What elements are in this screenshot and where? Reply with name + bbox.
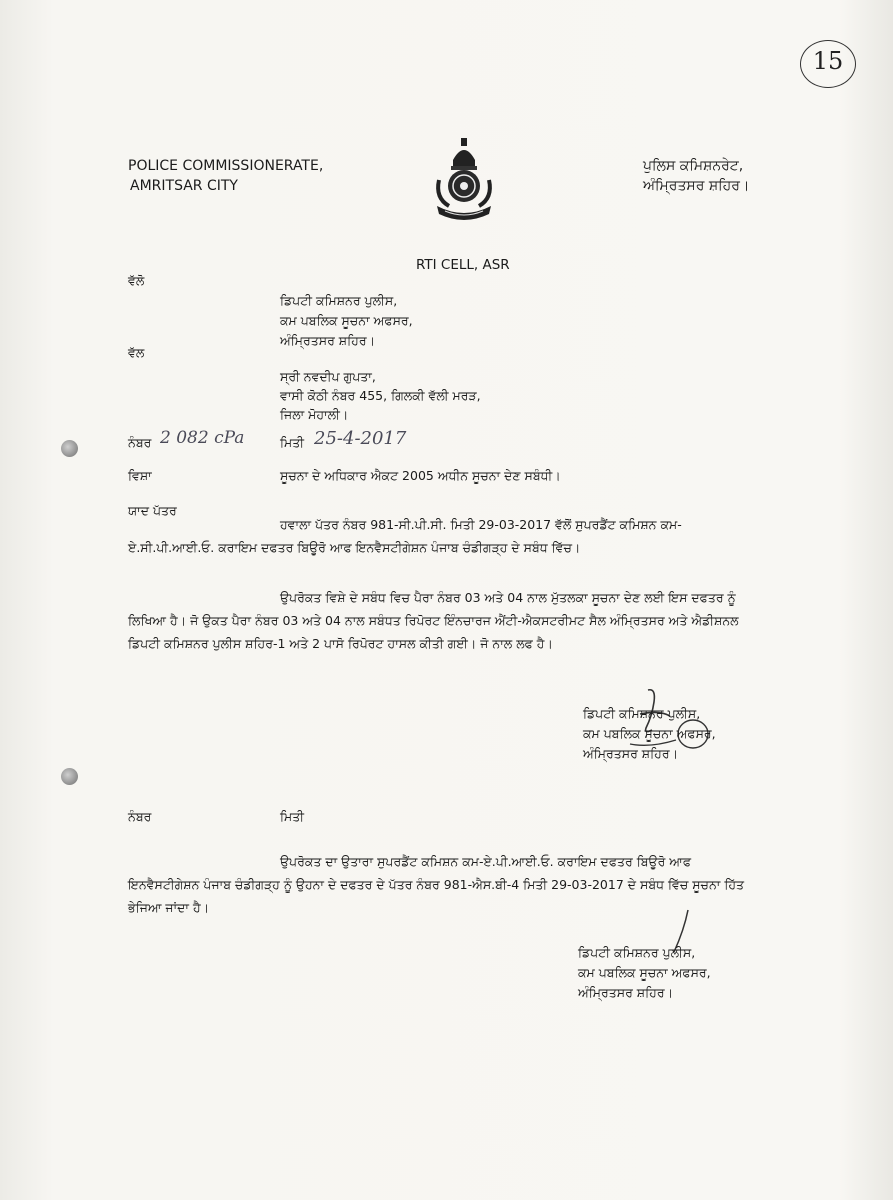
ref-date-label: ਮਿਤੀ	[280, 435, 305, 450]
reminder-para2: ਉਪਰੋਕਤ ਵਿਸ਼ੇ ਦੇ ਸਬੰਧ ਵਿਚ ਪੈਰਾ ਨੰਬਰ 03 ਅਤੇ 04 ਨਾਲ ਮੁੱਤਲਕਾ ਸੂਚਨਾ ਦੇਣ ਲਈ ਇਸ ਦਫਤਰ ਨੂੰ ਲਿਖਿਆ ਹੈ। ਜੋ ਉਕਤ ਪੈਰਾ ਨੰਬਰ 03 ਅਤੇ 04 ਨਾਲ ਸਬੰਧਤ ਰਿਪੋਰਟ ਇੰਨਚਾਰਜ ਐਂਟੀ-ਐਕਸਟਰੀਮਟ ਸੈਲ ਅੰਮ੍ਰਿਤਸਰ ਅਤੇ ਐਡੀਸ਼ਨਲ ਡਿਪਟੀ ਕਮਿਸ਼ਨਰ ਪੁਲੀਸ ਸ਼ਹਿਰ-1 ਅਤੇ 2 ਪਾਸੋ ਰਿਪੋਰਟ ਹਾਸਲ ਕੀਤੀ ਗਈ। ਜੋ ਨਾਲ ਲਫ ਹੈ।	[128, 590, 739, 651]
to-line2: ਵਾਸੀ ਕੋਠੀ ਨੰਬਰ 455, ਗਿਲਕੀ ਵੱਲੀ ਮਰੜ,	[280, 388, 481, 403]
reminder-label: ਯਾਦ ਪੱਤਰ	[128, 503, 177, 518]
from-label: ਵੱਲੋ	[128, 273, 145, 288]
signature1-line3: ਅੰਮ੍ਰਿਤਸਰ ਸ਼ਹਿਰ।	[583, 746, 678, 761]
header-left-line1: POLICE COMMISSIONERATE,	[128, 158, 324, 174]
from-line3: ਅੰਮ੍ਰਿਤਸਰ ਸ਼ਹਿਰ।	[280, 333, 375, 348]
ref-number-label: ਨੰਬਰ	[128, 435, 152, 450]
endorsement-number-label: ਨੰਬਰ	[128, 809, 152, 824]
page-number: 15	[812, 47, 844, 75]
ref-date-handwritten: 25-4-2017	[314, 428, 407, 449]
page-number-circle	[800, 40, 856, 88]
from-line2: ਕਮ ਪਬਲਿਕ ਸੂਚਨਾ ਅਫਸਰ,	[280, 313, 413, 328]
to-line3: ਜਿਲਾ ਮੋਹਾਲੀ।	[280, 407, 349, 422]
rti-cell-title: RTI CELL, ASR	[416, 257, 510, 273]
reminder-para1: ਹਵਾਲਾ ਪੱਤਰ ਨੰਬਰ 981-ਸੀ.ਪੀ.ਸੀ. ਮਿਤੀ 29-03-2017 ਵੱਲੋਂ ਸੁਪਰਡੈਂਟ ਕਮਿਸ਼ਨ ਕਮ-ਏ.ਸੀ.ਪੀ.ਆਈ.ਓ. ਕਰਾਇਮ ਦਫਤਰ ਬਿਊਰੋ ਆਫ ਇਨਵੈਸਟੀਗੇਸ਼ਨ ਪੰਜਾਬ ਚੰਡੀਗੜ੍ਹ ਦੇ ਸਬੰਧ ਵਿੱਚ।	[128, 517, 682, 555]
signature2-line2: ਕਮ ਪਬਲਿਕ ਸੂਚਨਾ ਅਫਸਰ,	[578, 965, 711, 980]
header-left-line2: AMRITSAR CITY	[130, 178, 238, 194]
subject-text: ਸੂਚਨਾ ਦੇ ਅਧਿਕਾਰ ਐਕਟ 2005 ਅਧੀਨ ਸੂਚਨਾ ਦੇਣ ਸਬੰਧੀ।	[280, 468, 561, 483]
endorsement-para: ਉਪਰੋਕਤ ਦਾ ਉਤਾਰਾ ਸੁਪਰਡੈਂਟ ਕਮਿਸ਼ਨ ਕਮ-ਏ.ਪੀ.ਆਈ.ਓ. ਕਰਾਇਮ ਦਫਤਰ ਬਿਊਰੋ ਆਫ ਇਨਵੈਸਟੀਗੇਸ਼ਨ ਪੰਜਾਬ ਚੰਡੀਗੜ੍ਹ ਨੂੰ ਉਹਨਾ ਦੇ ਦਫਤਰ ਦੇ ਪੱਤਰ ਨੰਬਰ 981-ਐਸ.ਬੀ-4 ਮਿਤੀ 29-03-2017 ਦੇ ਸਬੰਧ ਵਿੱਚ ਸੂਚਨਾ ਹਿੱਤ ਭੇਜਿਆ ਜਾਂਦਾ ਹੈ।	[128, 854, 745, 915]
to-label: ਵੱਲ	[128, 345, 145, 360]
signature2-line1: ਡਿਪਟੀ ਕਮਿਸ਼ਨਰ ਪੁਲੀਸ,	[578, 945, 696, 960]
ref-number-handwritten: 2 082 cPa	[160, 428, 245, 448]
subject-label: ਵਿਸ਼ਾ	[128, 468, 152, 483]
header-right-line1: ਪੁਲਿਸ ਕਮਿਸ਼ਨਰੇਟ,	[643, 158, 744, 174]
police-emblem-icon	[431, 136, 497, 222]
signature1-line2: ਕਮ ਪਬਲਿਕ ਸੂਚਨਾ ਅਫਸਰ,	[583, 726, 716, 741]
punch-hole-bottom	[61, 768, 78, 785]
header-right-line2: ਅੰਮ੍ਰਿਤਸਰ ਸ਼ਹਿਰ।	[643, 178, 750, 194]
to-line1: ਸ੍ਰੀ ਨਵਦੀਪ ਗੁਪਤਾ,	[280, 369, 376, 384]
from-line1: ਡਿਪਟੀ ਕਮਿਸ਼ਨਰ ਪੁਲੀਸ,	[280, 293, 398, 308]
punch-hole-top	[61, 440, 78, 457]
signature1-line1: ਡਿਪਟੀ ਕਮਿਸ਼ਨਰ ਪੁਲੀਸ,	[583, 706, 701, 721]
signature2-line3: ਅੰਮ੍ਰਿਤਸਰ ਸ਼ਹਿਰ।	[578, 985, 673, 1000]
endorsement-date-label: ਮਿਤੀ	[280, 809, 305, 824]
